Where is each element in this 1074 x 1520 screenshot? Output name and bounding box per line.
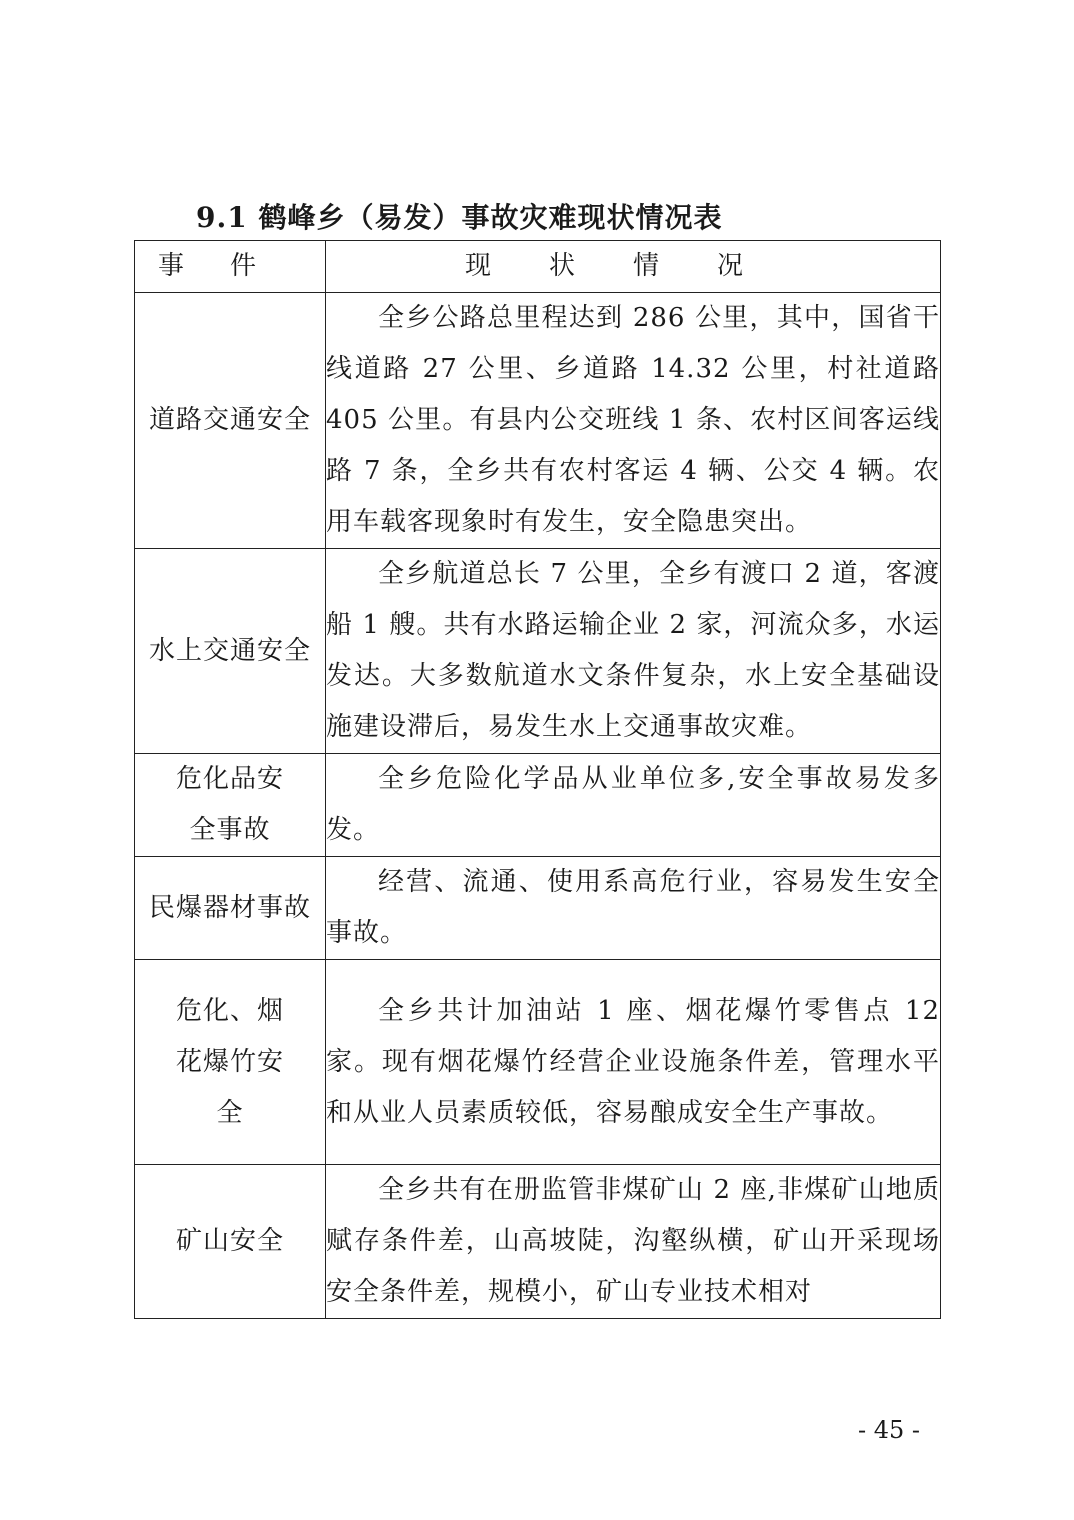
header-status: 现状情况 (326, 241, 941, 293)
table-header-row (135, 241, 941, 293)
status-road-traffic: 全乡公路总里程达到 286 公里，其中，国省干线道路 27 公里、乡道路 14.32 公里，村社道路 405 公里。有县内公交班线 1 条、农村区间客运线路 7 条，全乡共有农村客运 4 辆、公交 4 辆。农用车载客现象时有发生，安全隐患突出。 (326, 293, 941, 549)
table-row (135, 1165, 941, 1319)
table-row (135, 293, 941, 549)
event-hazardous-chemicals: 危化品安全事故 (135, 754, 326, 857)
event-water-traffic: 水上交通安全 (135, 549, 326, 754)
status-mine-safety: 全乡共有在册监管非煤矿山 2 座,非煤矿山地质赋存条件差，山高坡陡，沟壑纵横，矿山开采现场安全条件差，规模小，矿山专业技术相对 (326, 1165, 941, 1319)
table-row (135, 754, 941, 857)
event-road-traffic: 道路交通安全 (135, 293, 326, 549)
table-row (135, 857, 941, 960)
event-civil-explosives: 民爆器材事故 (135, 857, 326, 960)
status-hazardous-chemicals: 全乡危险化学品从业单位多,安全事故易发多发。 (326, 754, 941, 857)
event-fireworks: 危化、烟花爆竹安全 (135, 960, 326, 1165)
table-row (135, 549, 941, 754)
hazard-status-table (134, 240, 941, 1319)
header-event: 事件 (135, 241, 326, 293)
status-water-traffic: 全乡航道总长 7 公里，全乡有渡口 2 道，客渡船 1 艘。共有水路运输企业 2 家，河流众多，水运发达。大多数航道水文条件复杂，水上安全基础设施建设滞后，易发生水上交通事故灾难。 (326, 549, 941, 754)
status-fireworks: 全乡共计加油站 1 座、烟花爆竹零售点 12 家。现有烟花爆竹经营企业设施条件差，管理水平和从业人员素质较低，容易酿成安全生产事故。 (326, 960, 941, 1165)
page-title: 9.1 鹤峰乡（易发）事故灾难现状情况表 (196, 201, 723, 234)
table-row (135, 960, 941, 1165)
event-mine-safety: 矿山安全 (135, 1165, 326, 1319)
page-number: - 45 - (858, 1416, 921, 1444)
status-civil-explosives: 经营、流通、使用系高危行业，容易发生安全事故。 (326, 857, 941, 960)
